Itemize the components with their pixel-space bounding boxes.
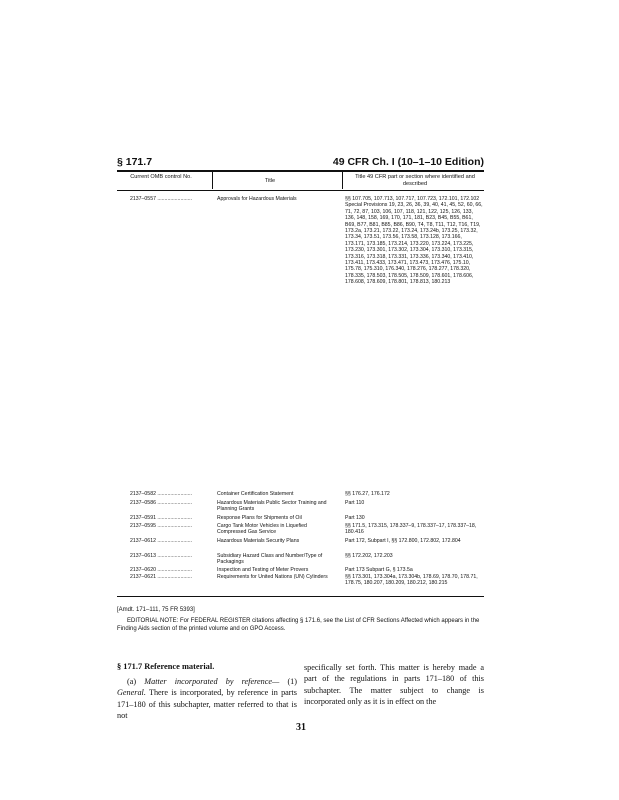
- row-sections: Part 130: [345, 515, 365, 521]
- section-body-left: [117, 676, 297, 722]
- row-sections: §§ 172.202, 172.203: [345, 553, 393, 559]
- row-title: Requirements for United Nations (UN) Cylinders: [217, 574, 328, 580]
- page-number: 31: [296, 722, 306, 733]
- col-sections-header: Title 49 CFR part or section where identified and described: [355, 174, 475, 187]
- section-heading: § 171.7 Reference material.: [117, 662, 215, 671]
- row-sections: §§ 173.301, 173.304a, 173.304b, 178.69, 178.70, 178.71, 178.75, 180.207, 180.209, 180.212, 180.215: [345, 574, 478, 587]
- control-number: 2137–0620 ........................: [130, 567, 192, 573]
- col-title-header: Title: [264, 178, 276, 184]
- section-body-right: specifically set forth. This matter is hereby made a part of the regulations in parts 171–180 of this subchapter. The matter subject to change is incorporated only as it is in effect on the: [304, 663, 484, 707]
- table-header-rule: [117, 190, 484, 191]
- col-divider: [212, 171, 213, 189]
- part-header: 49 CFR Ch. I (10–1–10 Edition): [332, 156, 484, 168]
- control-number: 2137–0613 ........................: [130, 553, 192, 559]
- para-label: (a): [127, 677, 137, 686]
- table-bottom-rule: [117, 596, 484, 597]
- editorial-note: EDITORIAL NOTE: For FEDERAL REGISTER citations affecting § 171.6, see the List of CFR Sections Affected which appears in the Finding Aids section of the printed volume and on GPO Access.: [117, 618, 480, 632]
- control-number: 2137–0612 ........................: [130, 538, 192, 544]
- control-number: 2137–0586 ........................: [130, 500, 192, 506]
- col-divider: [342, 171, 343, 189]
- col-control-header: Current OMB control No.: [130, 174, 192, 180]
- row-title: Cargo Tank Motor Vehicles in Liquefied Compressed Gas Service: [217, 523, 307, 536]
- row-title: Response Plans for Shipments of Oil: [217, 515, 302, 521]
- row-sections: §§ 171.5, 173.315, 178.337–9, 178.337–17, 178.337–18, 180.416: [345, 523, 477, 536]
- control-number: 2137–0621 ........................: [130, 574, 192, 580]
- row-title: Approvals for Hazardous Materials: [217, 196, 297, 202]
- left-text: There is incorporated, by reference in parts 171–180 of this subchapter, matter referred to that is not: [117, 688, 297, 721]
- control-number: 2137–0557 ........................: [130, 196, 192, 202]
- row-sections: Part 110: [345, 500, 365, 506]
- row-title: Inspection and Testing of Meter Provers: [217, 567, 309, 573]
- row-title: Hazardous Materials Security Plans: [217, 538, 300, 544]
- row-sections: Part 173 Subpart G, § 173.5a: [345, 567, 413, 573]
- row-title: Subsidiary Hazard Class and Number/Type of Packagings: [217, 553, 323, 566]
- row-title: Hazardous Materials Public Sector Training and Planning Grants: [217, 500, 327, 513]
- section-header: § 171.7: [117, 156, 153, 168]
- control-number: 2137–0595 ........................: [130, 523, 192, 529]
- header-rule: [117, 170, 484, 172]
- row-sections: §§ 176.27, 176.172: [345, 491, 390, 497]
- sub-italic: General.: [117, 688, 146, 698]
- para-italic: Matter incorporated by reference—: [144, 677, 280, 686]
- authority-note: [Amdt. 171–111, 75 FR 5393]: [117, 607, 195, 613]
- table-row: [0, 196, 619, 336]
- row-sections: Part 172, Subpart I, §§ 172.800, 172.802, 172.804: [345, 538, 461, 544]
- control-number: 2137–0591 ........................: [130, 515, 192, 521]
- sub-label: (1): [287, 677, 297, 686]
- control-number: 2137–0582 ........................: [130, 491, 192, 497]
- row-sections: §§ 107.705, 107.713, 107.717, 107.723, 172.101, 172.102 Special Provisions 19, 23, 26, 36, 39, 40, 41, 45, 52, 60, 66, 71, 72, 87, 103, 106, 107, 118, 121, 122, 125, 126, 133, 136, 148, 158, 169, 170, 171, 181, B23, B45, B55, B61, B69, B77, B81, B85, B86, B90, T4, T8, T11, T12, T16, T19, 173.2a, 173.21, 173.22, 173.24, 173.24b, 173.25, 173.32, 173.34, 173.51, 173.56, 173.58, 173.128, 173.166, 173.171, 173.185, 173.214, 173.220, 173.224, 173.225, 173.230, 173.301, 173.302, 173.304, 173.310, 173.315, 173.316, 173.318, 173.331, 173.336, 173.340, 173.410, 173.411, 173.433, 173.471, 173.473, 173.476, 175.10, 175.78, 175.310, 176.340, 178.276, 178.277, 178.320, 178.335, 178.503, 178.505, 178.509, 178.601, 178.606, 178.608, 178.609, 178.801, 178.813, 180.213: [345, 196, 483, 286]
- row-title: Container Certification Statement: [217, 491, 294, 497]
